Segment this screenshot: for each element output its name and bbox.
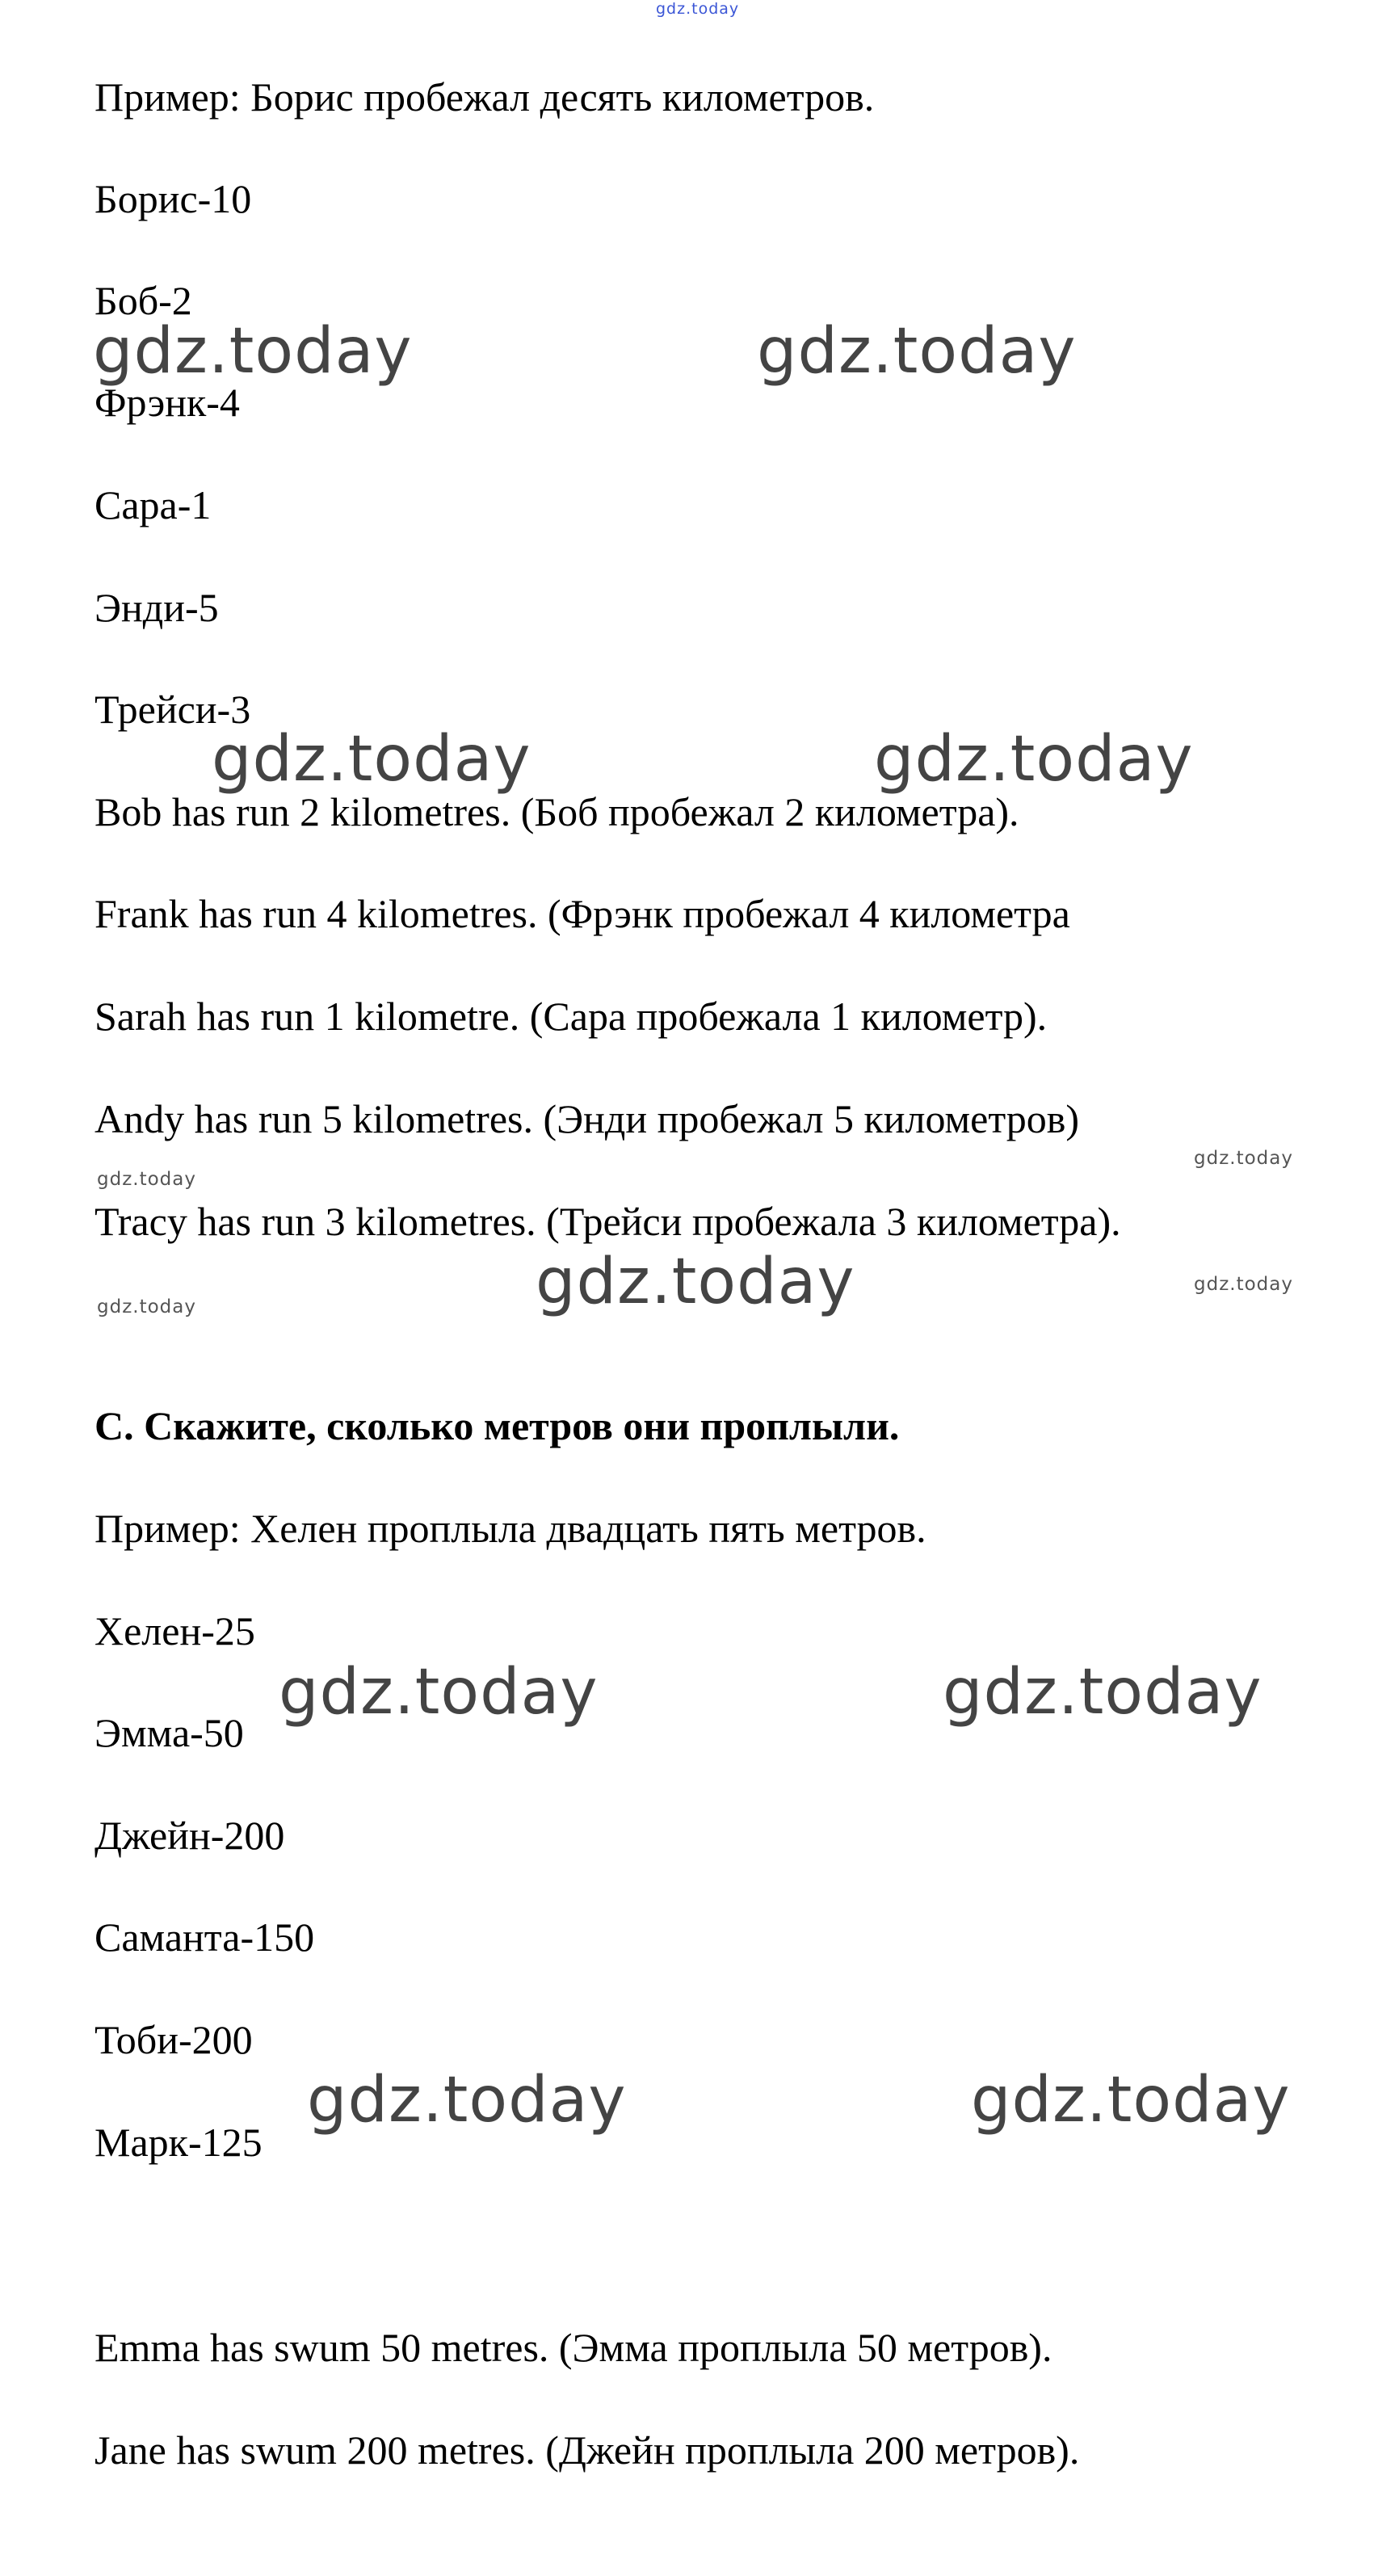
answer-line: Andy has run 5 kilometres. (Энди пробежал 5 километров): [95, 1096, 1080, 1141]
watermark: gdz.today: [93, 315, 413, 388]
list-item: Трейси-3: [95, 687, 251, 732]
list-item: Хелен-25: [95, 1608, 255, 1654]
list-item: Фрэнк-4: [95, 380, 240, 425]
list-item: Саманта-150: [95, 1914, 315, 1960]
answer-line: Sarah has run 1 kilometre. (Сара пробежала 1 километр).: [95, 994, 1048, 1039]
watermark-top: gdz.today: [656, 0, 740, 18]
watermark: gdz.today: [307, 2064, 627, 2137]
answer-line: Emma has swum 50 metres. (Эмма проплыла 50 метров).: [95, 2325, 1052, 2370]
watermark: gdz.today: [279, 1656, 599, 1729]
watermark-small: gdz.today: [1194, 1274, 1293, 1295]
watermark: gdz.today: [874, 723, 1194, 796]
answer-line: Jane has swum 200 metres. (Джейн проплыла 200 метров).: [95, 2427, 1080, 2473]
list-item: Боб-2: [95, 278, 192, 323]
watermark: gdz.today: [536, 1246, 855, 1318]
answer-line: Tracy has run 3 kilometres. (Трейси пробежала 3 километра).: [95, 1199, 1121, 1244]
watermark-small: gdz.today: [97, 1296, 196, 1317]
watermark-small: gdz.today: [1194, 1148, 1293, 1169]
list-item: Тоби-200: [95, 2017, 253, 2062]
answer-line: Frank has run 4 kilometres. (Фрэнк пробежал 4 километра: [95, 891, 1070, 936]
watermark: gdz.today: [212, 723, 531, 796]
list-item: Марк-125: [95, 2120, 263, 2165]
list-item: Джейн-200: [95, 1813, 285, 1858]
list-item: Борис-10: [95, 176, 252, 221]
list-item: Энди-5: [95, 585, 219, 630]
list-item: Сара-1: [95, 482, 212, 527]
section-c-example: Пример: Хелен проплыла двадцать пять метров.: [95, 1506, 926, 1551]
answer-line: Bob has run 2 kilometres. (Боб пробежал 2 километра).: [95, 789, 1019, 834]
section-b-example: Пример: Борис пробежал десять километров.: [95, 74, 875, 120]
watermark: gdz.today: [757, 315, 1077, 388]
list-item: Эмма-50: [95, 1710, 244, 1755]
watermark: gdz.today: [943, 1656, 1262, 1729]
watermark: gdz.today: [971, 2064, 1291, 2137]
watermark-small: gdz.today: [97, 1169, 196, 1190]
section-c-heading: C. Скажите, сколько метров они проплыли.: [95, 1403, 900, 1448]
